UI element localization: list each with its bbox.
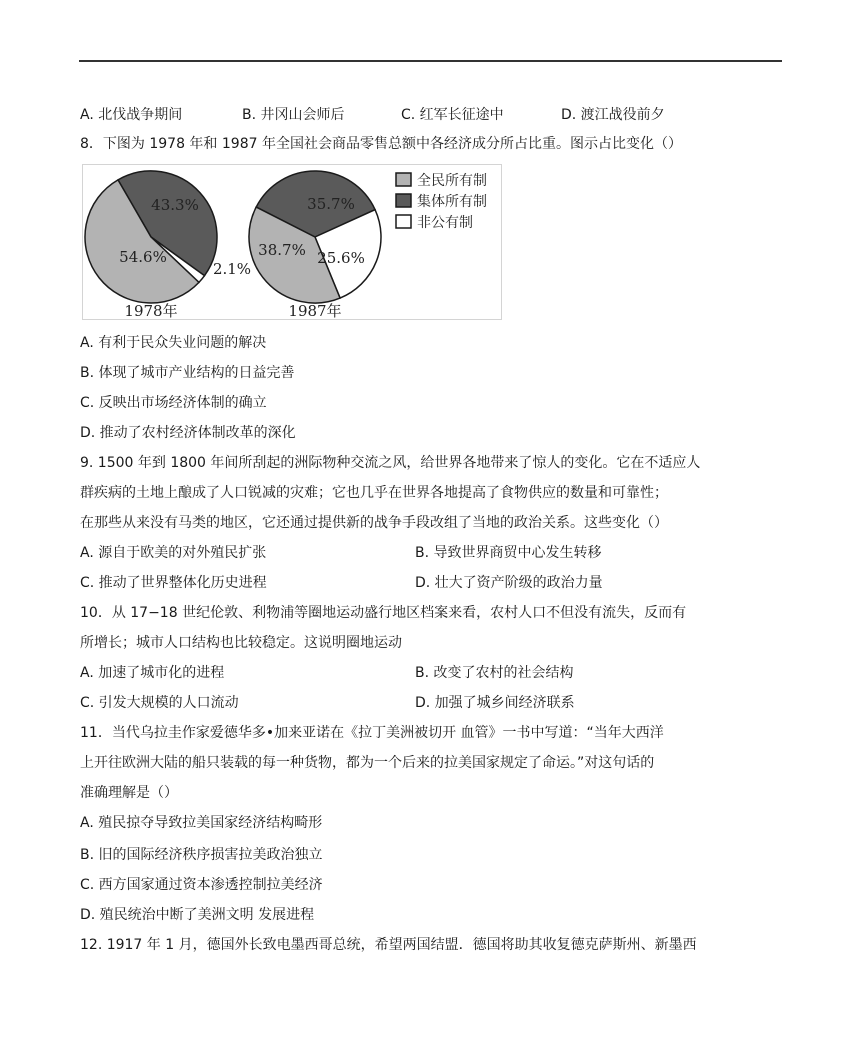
- q7-option-d: D. 渡江战役前夕: [561, 107, 665, 123]
- q8-option-a: A. 有利于民众失业问题的解决: [80, 335, 267, 351]
- q11-stem-line-3: 准确理解是（）: [80, 785, 178, 801]
- q9-option-b: B. 导致世界商贸中心发生转移: [415, 545, 602, 561]
- q10-option-a: A. 加速了城市化的进程: [80, 665, 225, 681]
- q10-option-d: D. 加强了城乡间经济联系: [415, 695, 575, 711]
- q10-option-b: B. 改变了农村的社会结构: [415, 665, 574, 681]
- pie-chart-figure: [82, 164, 502, 320]
- pie-title-1: 1978年: [124, 302, 178, 320]
- q9-option-c: C. 推动了世界整体化历史进程: [80, 575, 267, 591]
- q9-stem-line-3: 在那些从来没有马类的地区，它还通过提供新的战争手段改组了当地的政治关系。这些变化（）: [80, 515, 668, 531]
- legend-label-1: 集体所有制: [417, 194, 487, 210]
- q8-stem: 8．下图为 1978 年和 1987 年全国社会商品零售总额中各经济成分所占比重。图示占比变化（）: [80, 136, 682, 152]
- q7-option-c: C. 红军长征途中: [401, 107, 504, 123]
- pie-slice-label-2-2: 25.6%: [317, 249, 365, 267]
- q11-stem-line-2: 上开往欧洲大陆的船只装载的每一种货物，都为一个后来的拉美国家规定了命运。”对这句话的: [80, 755, 655, 771]
- legend-swatch-0: [396, 173, 411, 186]
- q11-option-d: D. 殖民统治中断了美洲文明 发展进程: [80, 907, 315, 923]
- pie-slice-label-2-1: 35.7%: [307, 195, 355, 213]
- q9-option-a: A. 源自于欧美的对外殖民扩张: [80, 545, 267, 561]
- q8-option-b: B. 体现了城市产业结构的日益完善: [80, 365, 295, 381]
- legend-label-2: 非公有制: [417, 215, 473, 231]
- q12-stem: 12. 1917 年 1 月，德国外长致电墨西哥总统，希望两国结盟．德国将助其收复德克萨斯州、新墨西: [80, 937, 697, 953]
- q8-option-d: D. 推动了农村经济体制改革的深化: [80, 425, 296, 441]
- pie-slice-label-1-0: 54.6%: [119, 248, 167, 266]
- q9-stem-line-1: 9. 1500 年到 1800 年间所刮起的洲际物种交流之风，给世界各地带来了惊人的变化。它在不适应人: [80, 455, 701, 471]
- q10-stem-line-2: 所增长；城市人口结构也比较稳定。这说明圈地运动: [80, 635, 402, 651]
- q11-option-a: A. 殖民掠夺导致拉美国家经济结构畸形: [80, 815, 323, 831]
- q8-option-c: C. 反映出市场经济体制的确立: [80, 395, 267, 411]
- pie-chart-svg: [83, 165, 502, 320]
- header-rule: [79, 60, 782, 62]
- q11-stem-line-1: 11．当代乌拉圭作家爱德华多•加来亚诺在《拉丁美洲被切开 血管》一书中写道：“当年大西洋: [80, 725, 664, 741]
- q9-option-d: D. 壮大了资产阶级的政治力量: [415, 575, 603, 591]
- pie-title-2: 1987年: [288, 302, 342, 320]
- legend-label-0: 全民所有制: [417, 173, 487, 189]
- q11-option-c: C. 西方国家通过资本渗透控制拉美经济: [80, 877, 323, 893]
- q11-option-b: B. 旧的国际经济秩序损害拉美政治独立: [80, 847, 323, 863]
- pie-slice-label-2-0: 38.7%: [258, 241, 306, 259]
- q9-stem-line-2: 群疾病的土地上酿成了人口锐减的灾难；它也几乎在世界各地提高了食物供应的数量和可靠性；: [80, 485, 668, 501]
- pie-slice-label-1-2: 2.1%: [212, 260, 252, 278]
- pie-slice-label-1-1: 43.3%: [151, 196, 199, 214]
- legend-swatch-1: [396, 194, 411, 207]
- q10-option-c: C. 引发大规模的人口流动: [80, 695, 239, 711]
- q7-option-b: B. 井冈山会师后: [242, 107, 345, 123]
- q7-option-a: A. 北伐战争期间: [80, 107, 183, 123]
- legend-swatch-2: [396, 215, 411, 228]
- q10-stem-line-1: 10．从 17−18 世纪伦敦、利物浦等圈地运动盛行地区档案来看，农村人口不但没有流失，反而有: [80, 605, 687, 621]
